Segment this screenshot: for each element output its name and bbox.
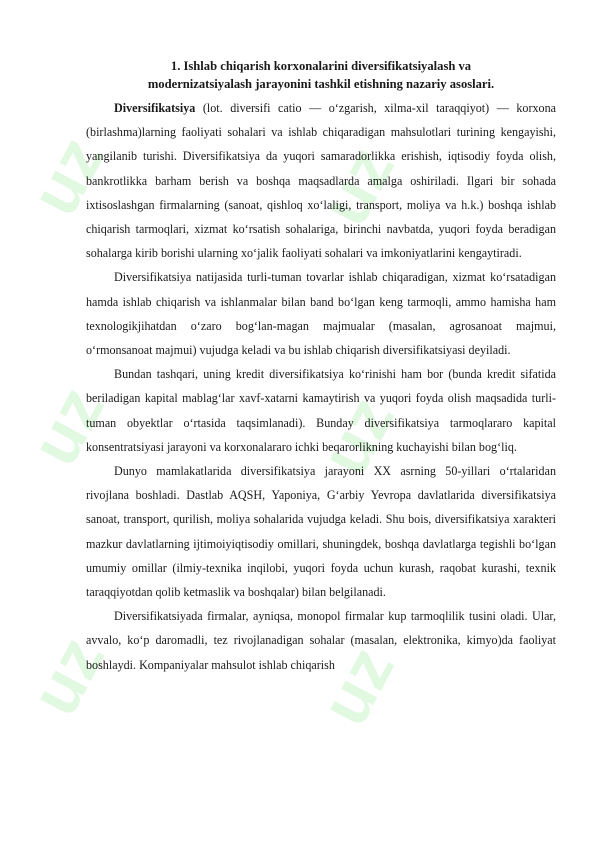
paragraph-text: (lot. diversifi catio — o‘zgarish, xilma-xil taraqqiyot) — korxona (birlashma)larning faoliyati sohalari va ishlab chiqaradigan mahsulotlari turining kengayishi, yangilanib turishi. Diversifikatsiya da yuqori samaradorlikka erishish, iqtisodiy foyda olish, bankrotlikka barham berish va boshqa maqsadlarda amalga oshiriladi. Ilgari bir sohada ixtisoslashgan firmalarning (sanoat, qishloq xo‘laligi, transport, moliya va h.k.) boshqa ishlab chiqarish tarmoqlari, xizmat ko‘rsatish sohalariga, birinchi navbatda, yuqori foyda beradigan sohalarga kirib borishi ularning xo‘jalik faoliyati sohalari va imkoniyatlarini kengaytiradi.	[86, 101, 556, 261]
section-title	[86, 58, 556, 93]
paragraph	[86, 265, 556, 362]
watermark-mark: uz	[306, 634, 409, 738]
defined-term: Diversifikatsiya	[114, 101, 196, 115]
paragraph-text: Diversifikatsiya natijasida turli-tuman tovarlar ishlab chiqaradigan, xizmat ko‘rsatadigan hamda ishlab chiqarish va ishlanmalar bilan band bo‘lgan keng tarmoqli, ammo hamisha ham texnologikjihatdan o‘zaro bog‘lan-magan majmualar (masalan, agrosanoat majmui, o‘rmonsanoat majmui) vujudga keladi va bu ishlab chiqarish diversifikatsiyasi deyiladi.	[86, 270, 556, 358]
section-title-line: modernizatsiyalash jarayonini tashkil etishning nazariy asoslari.	[147, 76, 495, 91]
paragraph-text: Dunyo mamlakatlarida diversifikatsiya jarayoni XX asrning 50-yillari o‘rtalaridan rivojlana boshladi. Dastlab AQSH, Yaponiya, G‘arbiy Yevropa davlatlarida diversifikatsiya sanoat, transport, qurilish, moliya sohalarida vujudga keladi. Shu bois, diversifikatsiya xarakteri mazkur davlatlarning ijtimoiyiqtisodiy omillari, shuningdek, boshqa davlatlarga tegishli bo‘lgan umumiy omillar (ilmiy-texnika inqilobi, yuqori foyda uchun kurash, raqobat kurashi, texnik taraqqiyotdan qolib ketmaslik va boshqalar) bilan belgilanadi.	[86, 464, 556, 600]
watermark-mark: uz	[16, 374, 119, 478]
paragraph-text: Bundan tashqari, uning kredit diversifikatsiya ko‘rinishi ham bor (bunda kredit sifatida beriladigan kapital mablag‘lar xavf-xatarni kamaytirish va yuqori foyda olish maqsadida turli-tuman obyektlar o‘rtasida taqsimlanadi). Bunday diversifikatsiya tarmoqlararo kapital konsentratsiyasi jarayoni va korxonalararo ichki beqarorlikning kuchayishi bilan bog‘liq.	[86, 367, 556, 454]
paragraph-text: Diversifikatsiyada firmalar, ayniqsa, monopol firmalar kup tarmoqlilik tusini oladi. Ular, avvalo, ko‘p daromadli, tez rivojlanadigan sohalar (masalan, elektronika, kimyo)da faoliyat boshlaydi. Kompaniyalar mahsulot ishlab chiqarish	[86, 609, 556, 672]
watermark-mark: uz	[16, 624, 119, 728]
document-body	[86, 58, 556, 677]
paragraph	[86, 96, 556, 265]
watermark-mark: uz	[306, 134, 409, 238]
paragraph	[86, 459, 556, 604]
watermark-mark: uz	[16, 124, 119, 228]
paragraph	[86, 362, 556, 459]
section-title-line: 1. Ishlab chiqarish korxonalarini diversifikatsiyalash va	[170, 59, 472, 73]
watermark-mark: uz	[306, 384, 409, 488]
paragraph	[86, 604, 556, 677]
